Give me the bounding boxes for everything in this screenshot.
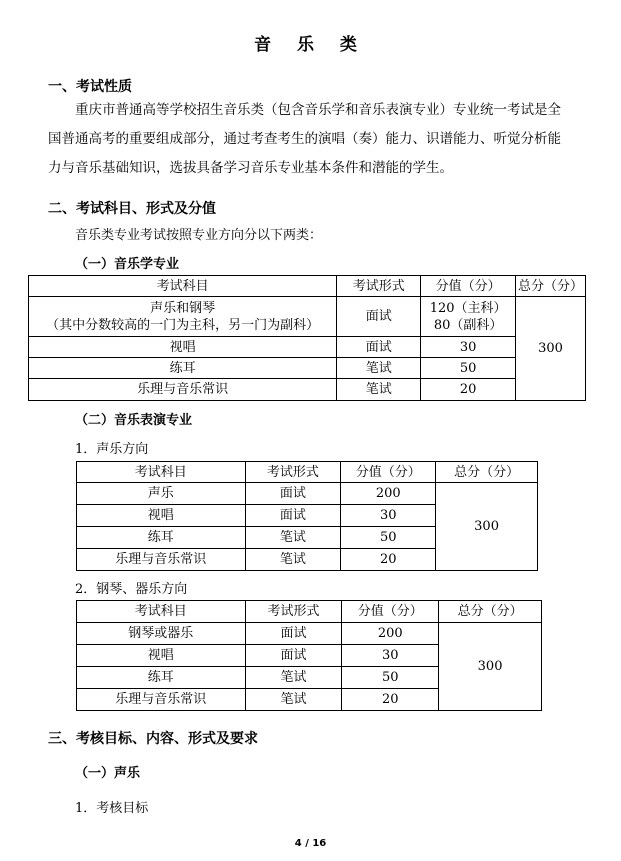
subject-cell: 钢琴或器乐: [77, 623, 246, 645]
form-cell: 笔试: [245, 527, 341, 549]
subsection-heading-vocal: （一）声乐: [75, 766, 141, 781]
table-header-row: [77, 601, 542, 623]
form-cell: 面试: [245, 505, 341, 527]
table-header-row: [77, 462, 538, 483]
header-cell: 考试形式: [245, 601, 342, 623]
header-cell: 考试科目: [29, 276, 337, 297]
table-row: [29, 337, 586, 358]
form-cell: 笔试: [337, 358, 421, 379]
paragraph-line: 国普通高考的重要组成部分，通过考查考生的演唱（奏）能力、识谱能力、听觉分析能: [48, 131, 561, 147]
vocal-direction-table: [76, 461, 538, 571]
header-cell: 考试形式: [337, 276, 421, 297]
score-cell: 30: [341, 505, 436, 527]
total-cell: 300: [436, 483, 538, 571]
score-cell: 200: [341, 483, 436, 505]
page-title: 音 乐 类: [254, 35, 367, 55]
subject-text: 声乐和钢琴: [150, 300, 216, 316]
form-cell: 笔试: [245, 549, 341, 571]
form-cell: 面试: [245, 623, 342, 645]
form-cell: 笔试: [245, 689, 342, 711]
form-cell: 笔试: [337, 379, 421, 401]
subject-cell: 乐理与音乐常识: [77, 549, 246, 571]
table-row: [29, 297, 586, 337]
total-cell: 300: [516, 297, 586, 401]
table-header-row: [29, 276, 586, 297]
table-row: [29, 358, 586, 379]
score-cell: 20: [421, 379, 516, 401]
form-cell: 面试: [245, 483, 341, 505]
form-cell: 面试: [337, 297, 421, 337]
section-heading-assessment: 三、考核目标、内容、形式及要求: [48, 731, 258, 747]
subject-cell: 练耳: [77, 527, 246, 549]
subject-cell: 视唱: [29, 337, 337, 358]
direction-label-vocal: 1．声乐方向: [75, 442, 149, 457]
header-cell: 分值（分）: [421, 276, 516, 297]
header-cell: 考试科目: [77, 462, 246, 483]
subsection-heading-performance: （二）音乐表演专业: [75, 413, 193, 428]
paragraph-line: 力与音乐基础知识，选拔具备学习音乐专业基本条件和潜能的学生。: [48, 160, 453, 176]
subject-cell: 练耳: [77, 667, 246, 689]
direction-label-instrumental: 2．钢琴、器乐方向: [75, 582, 188, 597]
form-cell: 面试: [337, 337, 421, 358]
header-cell: 总分（分）: [516, 276, 586, 297]
score-cell: 50: [341, 527, 436, 549]
header-cell: 考试科目: [77, 601, 246, 623]
subject-cell: 视唱: [77, 505, 246, 527]
form-cell: 笔试: [245, 667, 342, 689]
score-cell: 20: [342, 689, 439, 711]
subject-cell: [29, 297, 337, 337]
score-cell: 200: [342, 623, 439, 645]
subject-note: （其中分数较高的一门为主科，另一门为副科）: [46, 317, 320, 333]
header-cell: 考试形式: [245, 462, 341, 483]
total-cell: 300: [439, 623, 542, 711]
header-cell: 总分（分）: [439, 601, 542, 623]
table-row: [29, 379, 586, 401]
subject-cell: 乐理与音乐常识: [29, 379, 337, 401]
header-cell: 分值（分）: [341, 462, 436, 483]
subject-cell: 乐理与音乐常识: [77, 689, 246, 711]
score-cell: 50: [421, 358, 516, 379]
table-row: [77, 623, 542, 645]
section-heading-subjects: 二、考试科目、形式及分值: [48, 201, 216, 217]
subject-cell: 练耳: [29, 358, 337, 379]
score-cell: 30: [342, 645, 439, 667]
score-cell: 20: [341, 549, 436, 571]
header-cell: 总分（分）: [436, 462, 538, 483]
section-heading-exam-nature: 一、考试性质: [48, 79, 132, 95]
score-cell: [421, 297, 516, 337]
musicology-table: [28, 275, 586, 401]
form-cell: 面试: [245, 645, 342, 667]
item-label-objectives: 1．考核目标: [75, 801, 149, 816]
subject-cell: 视唱: [77, 645, 246, 667]
paragraph-line: 重庆市普通高等学校招生音乐类（包含音乐学和音乐表演专业）专业统一考试是全: [75, 102, 561, 118]
instrumental-direction-table: [76, 600, 542, 711]
subject-cell: 声乐: [77, 483, 246, 505]
score-minor: 80（副科）: [433, 317, 503, 333]
page-number: 4 / 16: [294, 838, 327, 849]
intro-text: 音乐类专业考试按照专业方向分以下两类：: [75, 228, 323, 243]
header-cell: 分值（分）: [342, 601, 439, 623]
subsection-heading-musicology: （一）音乐学专业: [75, 257, 180, 272]
table-row: [77, 483, 538, 505]
score-major: 120（主科）: [429, 300, 507, 316]
score-cell: 30: [421, 337, 516, 358]
score-cell: 50: [342, 667, 439, 689]
